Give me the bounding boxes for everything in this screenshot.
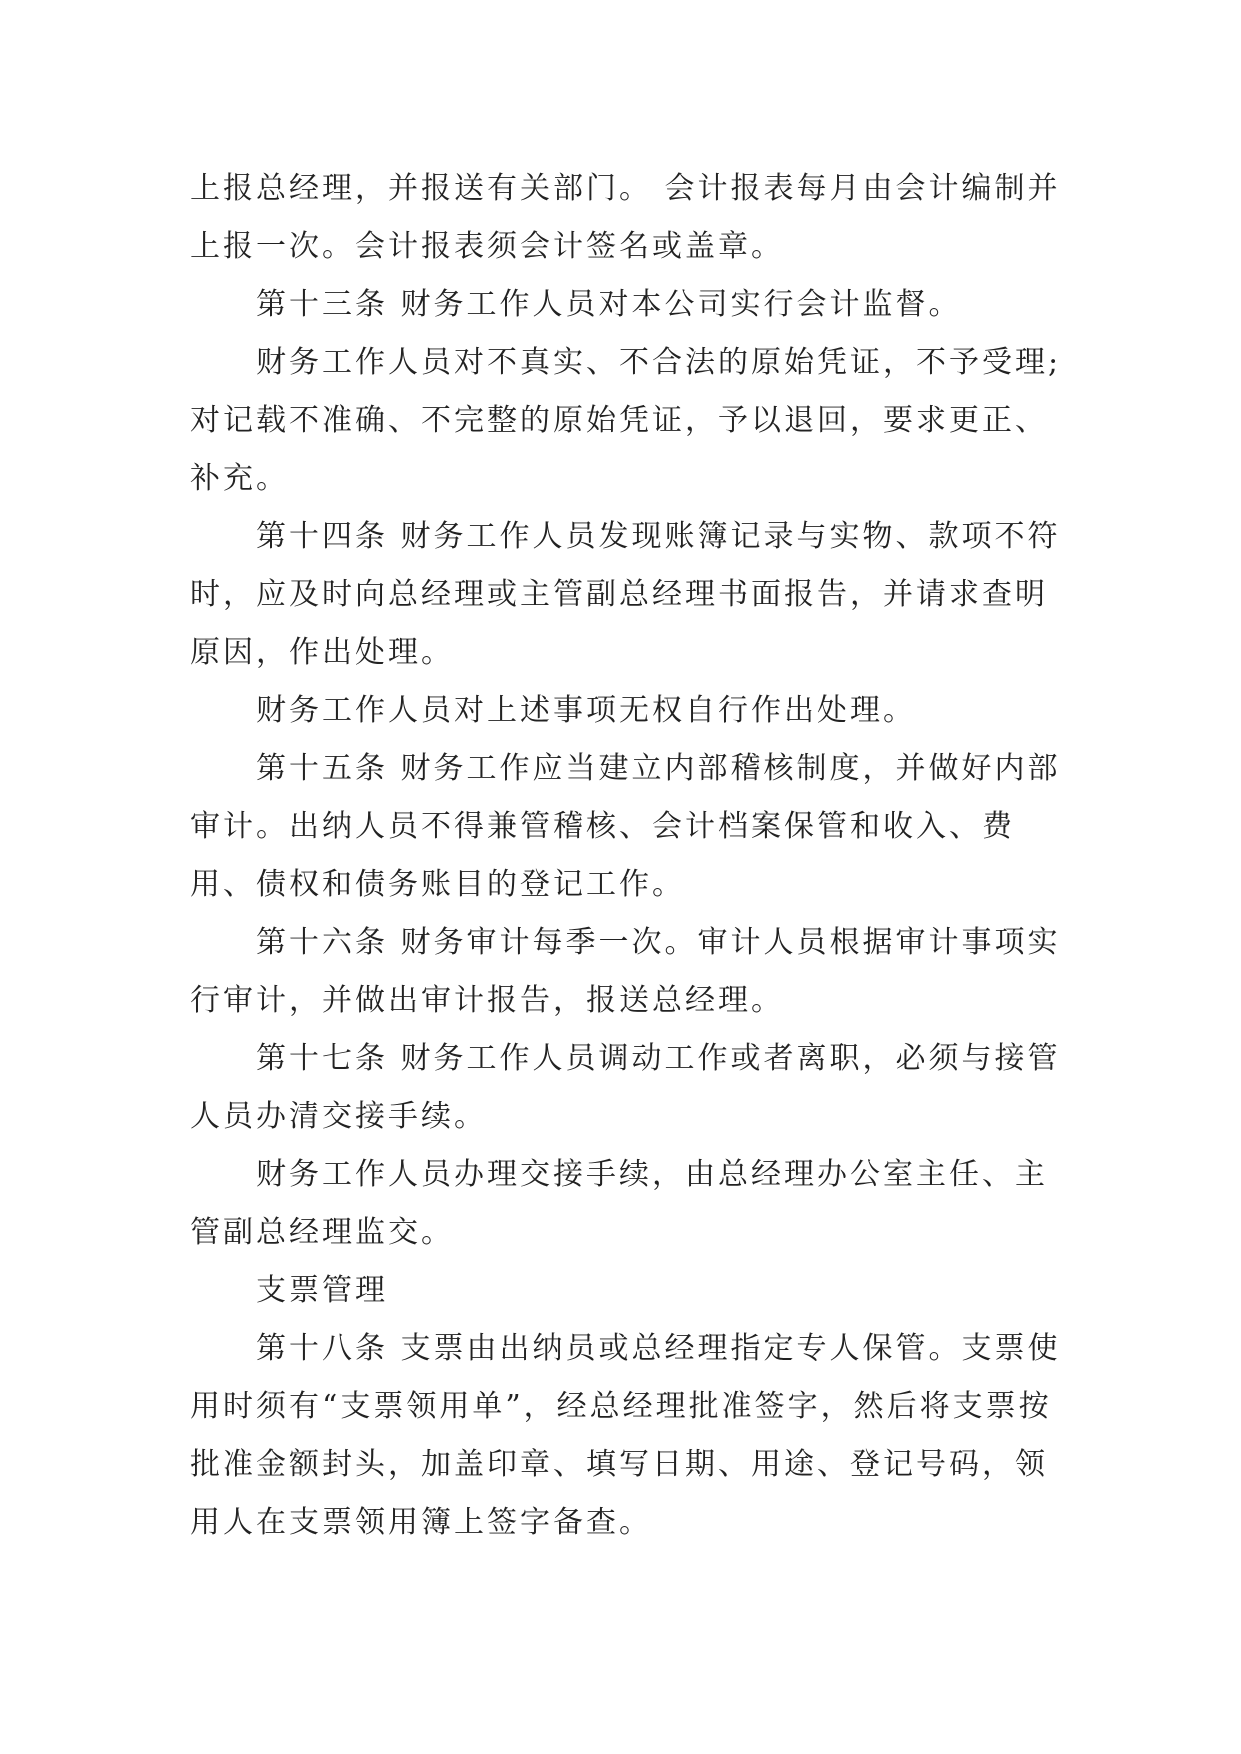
article-14: 第十四条 财务工作人员发现账簿记录与实物、款项不符时，应及时向总经理或主管副总经理书面报告，并请求查明原因，作出处理。: [190, 519, 1061, 670]
section-heading-cheque-management: 支票管理: [256, 1273, 388, 1308]
article-17: 第十七条 财务工作人员调动工作或者离职，必须与接管人员办清交接手续。: [190, 1041, 1061, 1134]
article-18: 第十八条 支票由出纳员或总经理指定专人保管。支票使用时须有“支票领用单”，经总经理批准签字，然后将支票按批准金额封头，加盖印章、填写日期、用途、登记号码，领用人在支票领用簿上签字备查。: [190, 1331, 1061, 1540]
paragraph-1: 上报总经理，并报送有关部门。 会计报表每月由会计编制并上报一次。会计报表须会计签名或盖章。: [190, 171, 1061, 264]
document-body: [190, 160, 1070, 1552]
paragraph-3: 财务工作人员对不真实、不合法的原始凭证，不予受理;对记载不准确、不完整的原始凭证，予以退回，要求更正、补充。: [190, 345, 1062, 496]
article-16: 第十六条 财务审计每季一次。审计人员根据审计事项实行审计，并做出审计报告，报送总经理。: [190, 925, 1061, 1018]
paragraph-5: 财务工作人员对上述事项无权自行作出处理。: [256, 693, 916, 728]
article-13: 第十三条 财务工作人员对本公司实行会计监督。: [256, 287, 962, 322]
paragraph-9: 财务工作人员办理交接手续，由总经理办公室主任、主管副总经理监交。: [190, 1157, 1048, 1250]
article-15: 第十五条 财务工作应当建立内部稽核制度，并做好内部审计。出纳人员不得兼管稽核、会计档案保管和收入、费用、债权和债务账目的登记工作。: [190, 751, 1061, 902]
